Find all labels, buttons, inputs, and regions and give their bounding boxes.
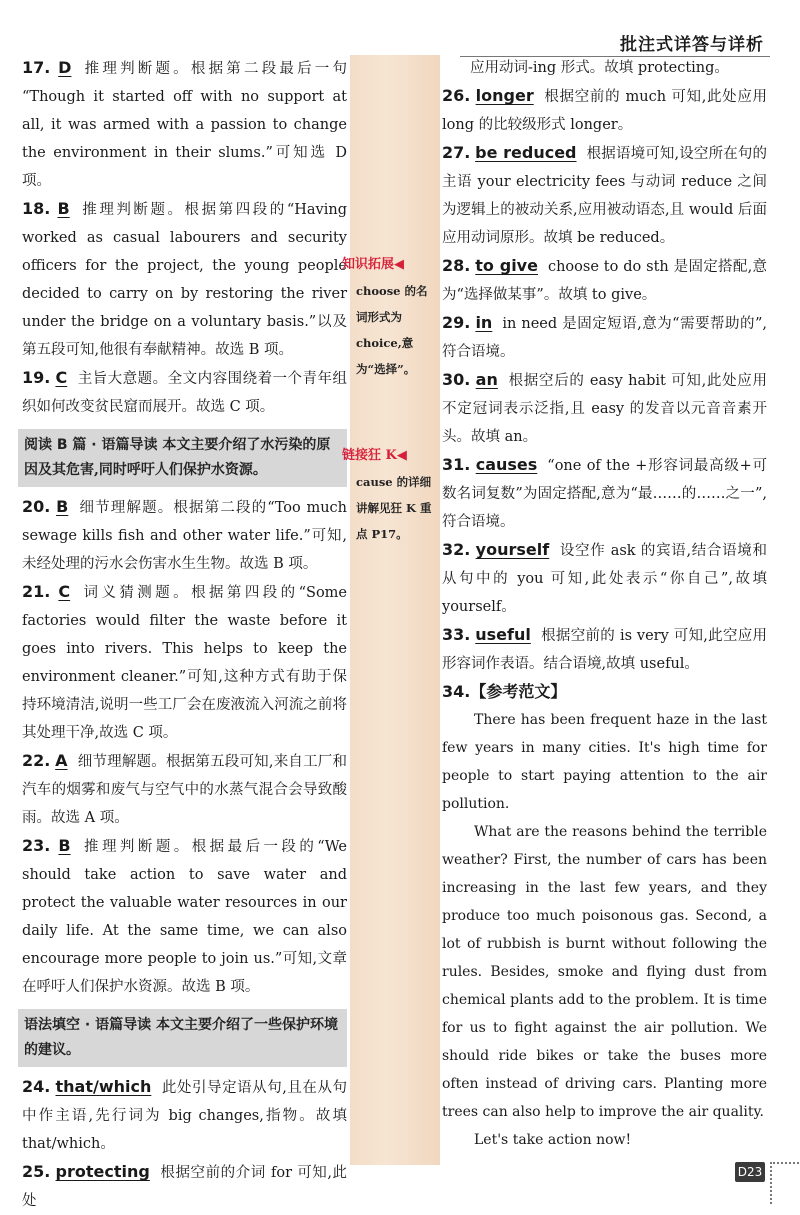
answer-item bbox=[442, 621, 767, 678]
answer-key: B bbox=[57, 199, 70, 218]
question-number: 27. bbox=[442, 143, 471, 162]
answer-item bbox=[22, 364, 347, 421]
answer-key: in bbox=[475, 313, 493, 332]
answer-item bbox=[22, 195, 347, 364]
explanation: 细节理解题。根据第五段可知,来自工厂和汽车的烟雾和废气与空气中的水蒸气混合会导致酸雨。故选 A 项。 bbox=[22, 754, 347, 826]
answer-key: C bbox=[55, 368, 68, 387]
essay-heading: 34.【参考范文】 bbox=[442, 682, 567, 701]
answer-key: that/which bbox=[55, 1077, 152, 1096]
answer-item bbox=[22, 1073, 347, 1158]
explanation: “one of the +形容词最高级+可数名词复数”为固定搭配,意为“最……的……之一”,符合语境。 bbox=[442, 458, 768, 530]
explanation: choose to do sth 是固定搭配,意为“选择做某事”。故填 to give。 bbox=[442, 259, 767, 303]
question-number: 33. bbox=[442, 625, 471, 644]
question-number: 26. bbox=[442, 86, 471, 105]
answer-key: an bbox=[475, 370, 498, 389]
question-number: 21. bbox=[22, 582, 51, 601]
explanation: 推理判断题。根据第二段最后一句 “Though it started off with no support at all, it was armed with a passion to change the environment in their slums.”可知选 D 项。 bbox=[22, 61, 348, 189]
explanation: 根据空后的 easy habit 可知,此处应用不定冠词表示泛指,且 easy 的发音以元音音素开头。故填 an。 bbox=[442, 373, 768, 445]
explanation: 根据空前的 much 可知,此处应用 long 的比较级形式 longer。 bbox=[442, 89, 768, 133]
answer-item bbox=[442, 451, 767, 536]
answer-item bbox=[442, 252, 767, 309]
margin-notes bbox=[342, 55, 440, 1165]
question-number: 22. bbox=[22, 751, 51, 770]
answer-key: protecting bbox=[55, 1162, 150, 1181]
explanation: in need 是固定短语,意为“需要帮助的”,符合语境。 bbox=[442, 316, 767, 360]
answer-item bbox=[22, 578, 347, 747]
answer-key: yourself bbox=[475, 540, 550, 559]
answer-item bbox=[442, 536, 767, 621]
explanation: 此处引导定语从句,且在从句中作主语,先行词为 big changes,指物。故填 that/which。 bbox=[22, 1080, 348, 1152]
answer-key: causes bbox=[475, 455, 538, 474]
answer-key: B bbox=[56, 497, 69, 516]
essay-paragraph: Let's take action now! bbox=[474, 1132, 632, 1148]
question-number: 31. bbox=[442, 455, 471, 474]
question-number: 32. bbox=[442, 540, 471, 559]
continued-text: 应用动词-ing 形式。故填 protecting。 bbox=[470, 60, 729, 76]
answer-key: to give bbox=[475, 256, 538, 275]
answer-item bbox=[442, 82, 767, 139]
question-number: 18. bbox=[22, 199, 51, 218]
question-number: 20. bbox=[22, 497, 51, 516]
question-number: 24. bbox=[22, 1077, 51, 1096]
question-number: 17. bbox=[22, 58, 51, 77]
answer-key: be reduced bbox=[475, 143, 577, 162]
page-number: D23 bbox=[735, 1162, 765, 1182]
answer-key: D bbox=[58, 58, 72, 77]
question-number: 25. bbox=[22, 1162, 51, 1181]
question-number: 29. bbox=[442, 313, 471, 332]
essay-paragraph: There has been frequent haze in the last few years in many cities. It's high time for people to start paying attention to the air pollution. bbox=[442, 712, 767, 812]
essay-paragraph: What are the reasons behind the terrible weather? First, the number of cars has been increasing in the last few years, and they produce too much poisonous gas. Second, a lot of rubbish is burnt without following the rules. Besides, smoke and flying dust from chemical plants add to the problem. It is time for us to fight against the air pollution. We should ride bikes or take the buses more often instead of driving cars. Planting more trees can also help to improve the air quality. bbox=[442, 824, 767, 1120]
explanation: 词义猜测题。根据第四段的“Some factories would filter the waste before it goes into rivers. This helps to keep the environment cleaner.”可知,这种方式有助于保持环境清洁,说明一些工厂会在废液流入河流之前将其处理干净,故选 C 项。 bbox=[22, 585, 348, 741]
explanation: 主旨大意题。全文内容围绕着一个青年组织如何改变贫民窟而展开。故选 C 项。 bbox=[22, 371, 348, 415]
explanation: 根据空前的介词 for 可知,此处 bbox=[22, 1165, 348, 1209]
explanation: 根据空前的 is very 可知,此空应用形容词作表语。结合语境,故填 useful。 bbox=[442, 628, 768, 672]
left-column bbox=[22, 54, 347, 1215]
answer-key: C bbox=[58, 582, 71, 601]
knowledge-note: 知识拓展◀ choose 的名词形式为 choice,意为“选择”。 bbox=[342, 257, 428, 376]
explanation: 根据语境可知,设空所在句的主语 your electricity fees 与动词 reduce 之间为逻辑上的被动关系,应用被动语态,且 would 后面应用动词原形。故填 be reduced。 bbox=[442, 146, 768, 246]
answer-item bbox=[22, 493, 347, 578]
right-column bbox=[442, 54, 767, 1154]
answer-item bbox=[22, 1158, 347, 1215]
answer-item bbox=[442, 366, 767, 451]
question-number: 28. bbox=[442, 256, 471, 275]
explanation: 推理判断题。根据最后一段的“We should take action to save water and protect the valuable water resources in our daily life. At the same time, we can also encourage more people to join us.”可知,文章在呼吁人们保护水资源。故选 B 项。 bbox=[22, 839, 348, 995]
link-note: 链接狂 K◀ cause 的详细讲解见狂 K 重点 P17。 bbox=[342, 448, 432, 541]
answer-key: useful bbox=[475, 625, 531, 644]
reading-b-guide: 阅读 B 篇 · 语篇导读 本文主要介绍了水污染的原因及其危害,同时呼吁人们保护水资源。 bbox=[18, 429, 347, 487]
corner-decoration bbox=[770, 1162, 800, 1204]
explanation: 推理判断题。根据第四段的“Having worked as casual labourers and security officers for the project, the young people decided to carry on by restoring the river under the bridge on a voluntary basis.”以及第五段可知,他很有奉献精神。故选 B 项。 bbox=[22, 202, 348, 358]
answer-item bbox=[442, 309, 767, 366]
answer-item bbox=[22, 832, 347, 1001]
answer-item bbox=[442, 139, 767, 252]
essay bbox=[442, 678, 767, 1154]
answer-item bbox=[22, 54, 347, 195]
page-header: 批注式详答与详析 bbox=[620, 35, 764, 55]
answer-key: A bbox=[55, 751, 68, 770]
question-number: 19. bbox=[22, 368, 51, 387]
answer-item bbox=[22, 747, 347, 832]
answer-key: longer bbox=[475, 86, 534, 105]
answer-key: B bbox=[58, 836, 71, 855]
question-number: 23. bbox=[22, 836, 51, 855]
explanation: 细节理解题。根据第二段的“Too much sewage kills fish and other water life.”可知,未经处理的污水会伤害水生生物。故选 B 项。 bbox=[22, 500, 348, 572]
explanation: 设空作 ask 的宾语,结合语境和从句中的 you 可知,此处表示“你自己”,故填 yourself。 bbox=[442, 543, 767, 615]
grammar-guide: 语法填空 · 语篇导读 本文主要介绍了一些保护环境的建议。 bbox=[18, 1009, 347, 1067]
question-number: 30. bbox=[442, 370, 471, 389]
